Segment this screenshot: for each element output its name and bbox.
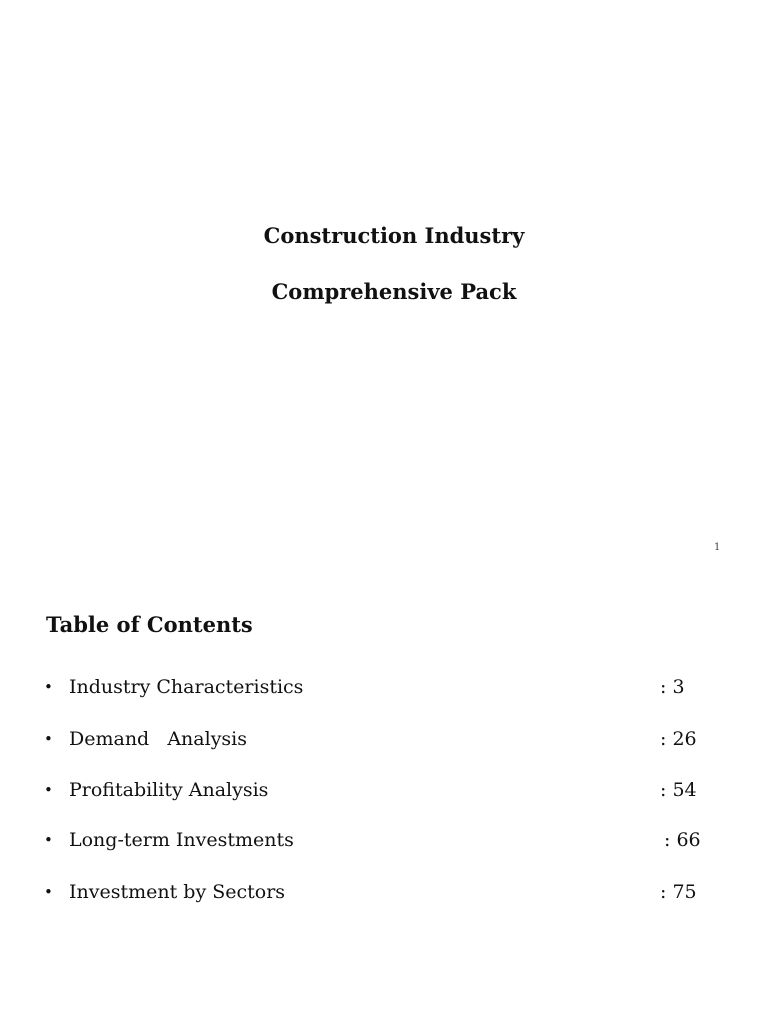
document-title: Construction Industry [263, 223, 525, 248]
toc-item-label: Long-term Investments [69, 829, 294, 851]
toc-item-page: : 26 [660, 728, 697, 750]
toc-item-page: : 66 [664, 829, 701, 851]
toc-item-industry-characteristics[interactable] [0, 674, 768, 700]
bullet-icon: • [44, 831, 53, 849]
toc-item-page: : 75 [660, 881, 697, 903]
toc-heading: Table of Contents [46, 612, 253, 637]
page-number: 1 [714, 542, 721, 553]
bullet-icon: • [44, 883, 53, 901]
bullet-icon: • [44, 730, 53, 748]
bullet-icon: • [44, 678, 53, 696]
toc-item-long-term-investments[interactable] [0, 827, 768, 853]
toc-item-label: Demand Analysis [69, 728, 248, 750]
toc-item-investment-by-sectors[interactable] [0, 879, 768, 905]
toc-item-page: : 54 [660, 779, 697, 801]
toc-item-demand-analysis[interactable] [0, 726, 768, 752]
bullet-icon: • [44, 781, 53, 799]
toc-item-label: Profitability Analysis [69, 779, 269, 801]
toc-item-page: : 3 [660, 676, 685, 698]
toc-item-label: Industry Characteristics [69, 676, 304, 698]
toc-item-label: Investment by Sectors [69, 881, 286, 903]
toc-item-profitability-analysis[interactable] [0, 777, 768, 803]
document-subtitle: Comprehensive Pack [271, 279, 517, 304]
